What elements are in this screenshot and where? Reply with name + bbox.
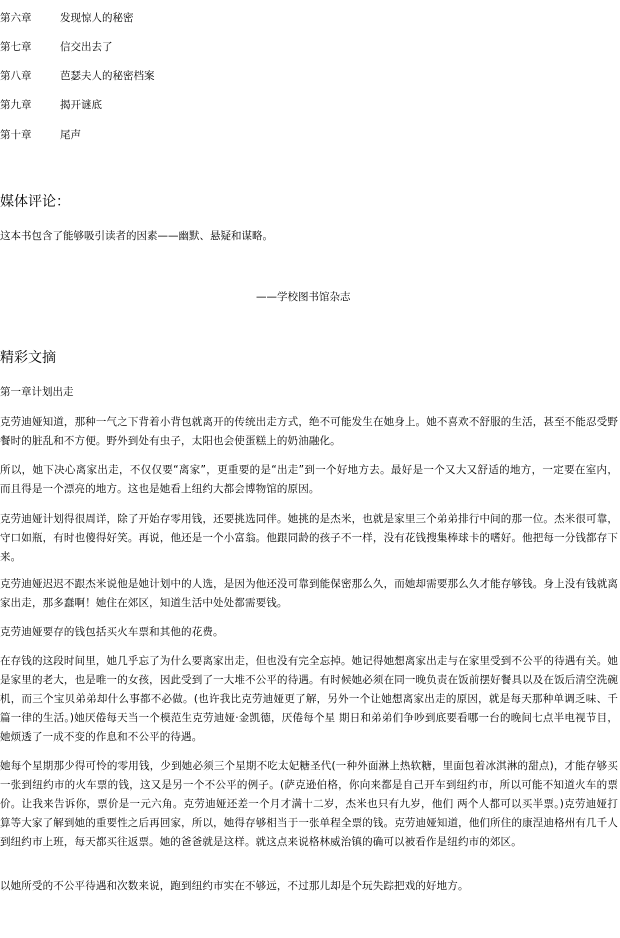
toc-chapter-title: 发现惊人的秘密: [60, 12, 134, 24]
reviews-heading: 媒体评论：: [0, 194, 70, 210]
paragraph: 克劳迪娅要存的钱包括买火车票和其他的花费。: [0, 626, 224, 638]
toc-chapter-number: 第六章: [0, 12, 32, 24]
toc-chapter-number: 第十章: [0, 129, 32, 141]
paragraph: 克劳迪娅计划得很周详，除了开始存零用钱，还要挑选同伴。她挑的是杰米，也就是家里三个弟弟排行中间的那一位。杰米很可靠，守口如瓶，有时也傻得好笑。再说，他还是一个小富翁。他跟同龄的孩子不一样，没有花钱搜集棒球卡的嗜好。他把每一分钱都存下来。: [0, 513, 618, 563]
toc-item: [0, 128, 81, 142]
chapter-title: 第一章计划出走: [0, 386, 74, 398]
excerpt-heading: 精彩文摘: [0, 350, 56, 366]
paragraph: 在存钱的这段时间里，她几乎忘了为什么要离家出走，但也没有完全忘掉。她记得她想离家出走与在家里受到不公平的待遇有关。她是家里的老大，也是唯一的女孩，因此受到了一大堆不公平的待遇。有时候她必须在同一晚负责在饭前摆好餐具以及在饭后清空洗碗机，而三个宝贝弟弟却什么事都不必做。(也许我比克劳迪娅更了解，另外一个让她想离家出走的原因，就是每天那种单调乏味、千篇一律的生活。)她厌倦每天当一个模范生克劳迪娅·金凯德，厌倦每个星 期日和弟弟们争吵到底要看哪一台的晚间七点半电视节目，她烦透了一成不变的作息和不公平的待遇。: [0, 655, 618, 743]
toc-item: [0, 11, 134, 25]
toc-chapter-title: 尾声: [60, 129, 81, 141]
review-source: ——学校图书馆杂志: [256, 291, 351, 303]
paragraph: 克劳迪娅知道，那种一气之下背着小背包就离开的传统出走方式，绝不可能发生在她身上。她不喜欢不舒服的生活，甚至不能忍受野餐时的脏乱和不方便。野外到处有虫子，太阳也会使蛋糕上的奶油融化。: [0, 416, 618, 447]
toc-chapter-title: 揭开谜底: [60, 99, 102, 111]
paragraph: 她每个星期那少得可怜的零用钱，少到她必须三个星期不吃太妃糖圣代(一种外面淋上热软糖，里面包着冰淇淋的甜点)，才能存够买一张到纽约市的火车票的钱，这又是另一个不公平的例子。(萨克逊伯格，你向来都是自己开车到纽约市，所以可能不知道火车的票价。让我来告诉你，票价是一元六角。克劳迪娅还差一个月才满十二岁，杰米也只有九岁，他们 两个人都可以买半票。)克劳迪娅打算等大家了解到她的重要性之后再回家，所以，她得存够相当于一张单程全票的钱。克劳迪娅知道，他们所住的康涅迪格州有几千人到纽约市上班，每天都买往返票。她的爸爸就是这样。就这点来说格林威治镇的确可以被看作是纽约市的郊区。: [0, 760, 618, 848]
review-text: 这本书包含了能够吸引读者的因素——幽默、悬疑和谋略。: [0, 230, 273, 242]
paragraph: 所以，她下决心离家出走，不仅仅要“离家”，更重要的是“出走”到一个好地方去。最好是一个又大又舒适的地方，一定要在室内，而且得是一个漂亮的地方。这也是她看上纽约大都会博物馆的原因。: [0, 464, 618, 495]
toc-chapter-title: 信交出去了: [60, 41, 113, 53]
toc-item: [0, 40, 113, 54]
toc-chapter-number: 第九章: [0, 99, 32, 111]
toc-chapter-number: 第七章: [0, 41, 32, 53]
paragraph: 以她所受的不公平待遇和次数来说，跑到纽约市实在不够远，不过那儿却是个玩失踪把戏的好地方。: [0, 880, 469, 892]
toc-item: [0, 69, 155, 83]
toc-chapter-number: 第八章: [0, 70, 32, 82]
paragraph: 克劳迪娅迟迟不跟杰米说他是她计划中的人选，是因为他还没可靠到能保密那么久，而她却需要那么久才能存够钱。身上没有钱就离家出走，那多蠢啊！她住在郊区，知道生活中处处都需要钱。: [0, 578, 618, 609]
toc-chapter-title: 芭瑟夫人的秘密档案: [60, 70, 155, 82]
toc-item: [0, 98, 102, 112]
